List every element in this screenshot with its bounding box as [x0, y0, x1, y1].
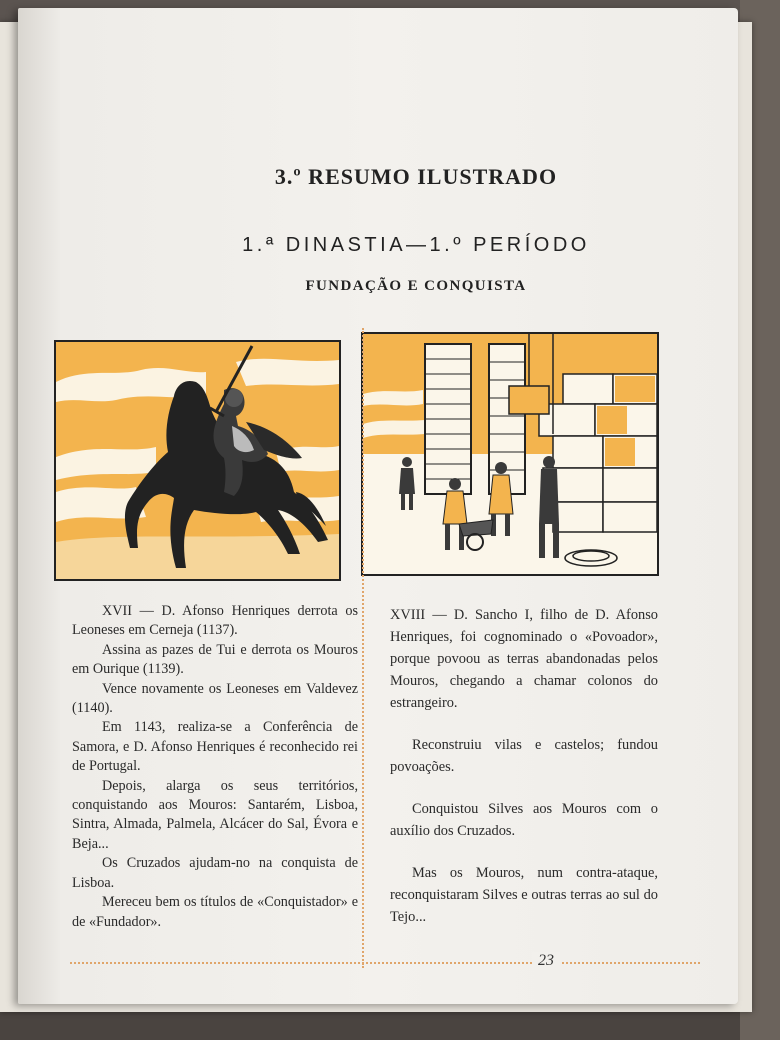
castle-builders-illustration	[361, 332, 659, 576]
left-paragraph-6: Os Cruzados ajudam-no na conquista de Lisboa.	[72, 855, 358, 891]
knight-on-horse-illustration	[54, 340, 341, 581]
book-page	[18, 8, 738, 1004]
knight-illustration-drawing	[56, 342, 339, 579]
right-text-column	[390, 604, 658, 948]
column-divider	[362, 328, 364, 968]
castle-illustration-drawing	[363, 334, 657, 574]
left-paragraph-7: Mereceu bem os títulos de «Conquistador» e de «Fundador».	[72, 894, 358, 930]
left-paragraph-2: Assina as pazes de Tui e derrota os Mouros em Ourique (1139).	[72, 641, 358, 678]
right-paragraph-1: XVIII — D. Sancho I, filho de D. Afonso Henriques, foi cognominado o «Povoador», porque povoou as terras abandonadas pelos Mouros, chegando a chamar colonos do estrangeiro.	[390, 607, 658, 711]
left-paragraph-1: XVII — D. Afonso Henriques derrota os Leoneses em Cerneja (1137).	[72, 603, 358, 639]
right-paragraph-4: Mas os Mouros, num contra-ataque, reconquistaram Silves e outras terras ao sul do Tejo...	[390, 865, 658, 925]
left-paragraph-3: Vence novamente os Leoneses em Valdevez (1140).	[72, 680, 358, 717]
page-title: 3.º RESUMO ILUSTRADO	[274, 164, 558, 189]
dynasty-heading: 1.ª DINASTIA—1.º PERÍODO	[242, 234, 590, 256]
footer-divider	[70, 962, 700, 964]
section-subtitle: FUNDAÇÃO E CONQUISTA	[305, 278, 527, 294]
left-text-column	[72, 602, 358, 932]
left-paragraph-4: Em 1143, realiza-se a Conferência de Samora, e D. Afonso Henriques é reconhecido rei de Portugal.	[72, 719, 358, 775]
page-number: 23	[532, 952, 560, 970]
right-paragraph-3: Conquistou Silves aos Mouros com o auxílio dos Cruzados.	[390, 801, 658, 839]
left-paragraph-5: Depois, alarga os seus territórios, conquistando aos Mouros: Santarém, Lisboa, Sintra, Almada, Palmela, Alcácer do Sal, Évora e Beja...	[72, 777, 358, 852]
right-paragraph-2: Reconstruiu vilas e castelos; fundou povoações.	[390, 737, 658, 775]
